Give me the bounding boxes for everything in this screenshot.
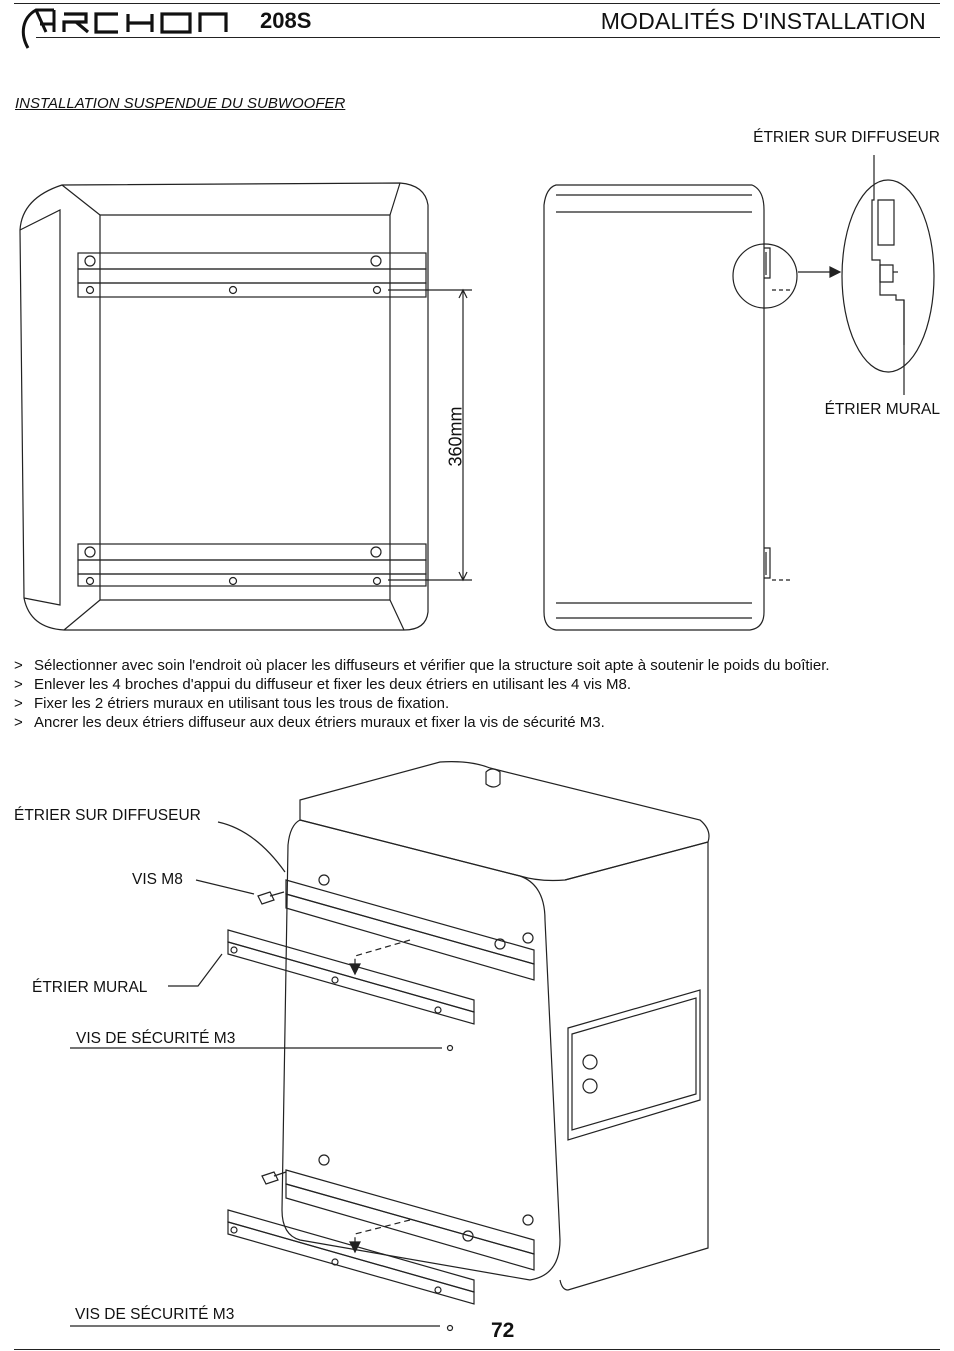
model-number: 208S: [260, 8, 312, 33]
instruction-marker: >: [14, 695, 23, 712]
label-vis-securite-top: VIS DE SÉCURITÉ M3: [76, 1030, 236, 1047]
instruction-text: Sélectionner avec soin l'endroit où placer les diffuseurs et vérifier que la structure soit apte à soutenir le poids du boîtier.: [34, 657, 830, 674]
page-number: 72: [491, 1319, 515, 1342]
footer-rule: [14, 1349, 940, 1350]
label-etrier-mural-bottom: ÉTRIER MURAL: [32, 979, 148, 996]
instruction-marker: >: [14, 657, 23, 674]
instruction-text: Enlever les 4 broches d'appui du diffuseur et fixer les deux étriers en utilisant les 4 vis M8.: [34, 676, 632, 693]
label-etrier-diffuseur-top: ÉTRIER SUR DIFFUSEUR: [753, 129, 940, 146]
label-etrier-diffuseur-bottom: ÉTRIER SUR DIFFUSEUR: [14, 807, 201, 824]
instruction-marker: >: [14, 676, 23, 693]
label-etrier-mural-top: ÉTRIER MURAL: [824, 401, 940, 418]
dimension-label: 360mm: [445, 406, 466, 467]
instruction-text: Fixer les 2 étriers muraux en utilisant tous les trous de fixation.: [34, 695, 450, 712]
instruction-marker: >: [14, 714, 23, 731]
instruction-text: Ancrer les deux étriers diffuseur aux deux étriers muraux et fixer la vis de sécurité M3.: [34, 714, 605, 731]
section-title: MODALITÉS D'INSTALLATION: [600, 8, 926, 34]
label-vis-m8: VIS M8: [132, 871, 183, 888]
label-vis-securite-bottom: VIS DE SÉCURITÉ M3: [75, 1306, 235, 1323]
subtitle: INSTALLATION SUSPENDUE DU SUBWOOFER: [15, 95, 346, 112]
